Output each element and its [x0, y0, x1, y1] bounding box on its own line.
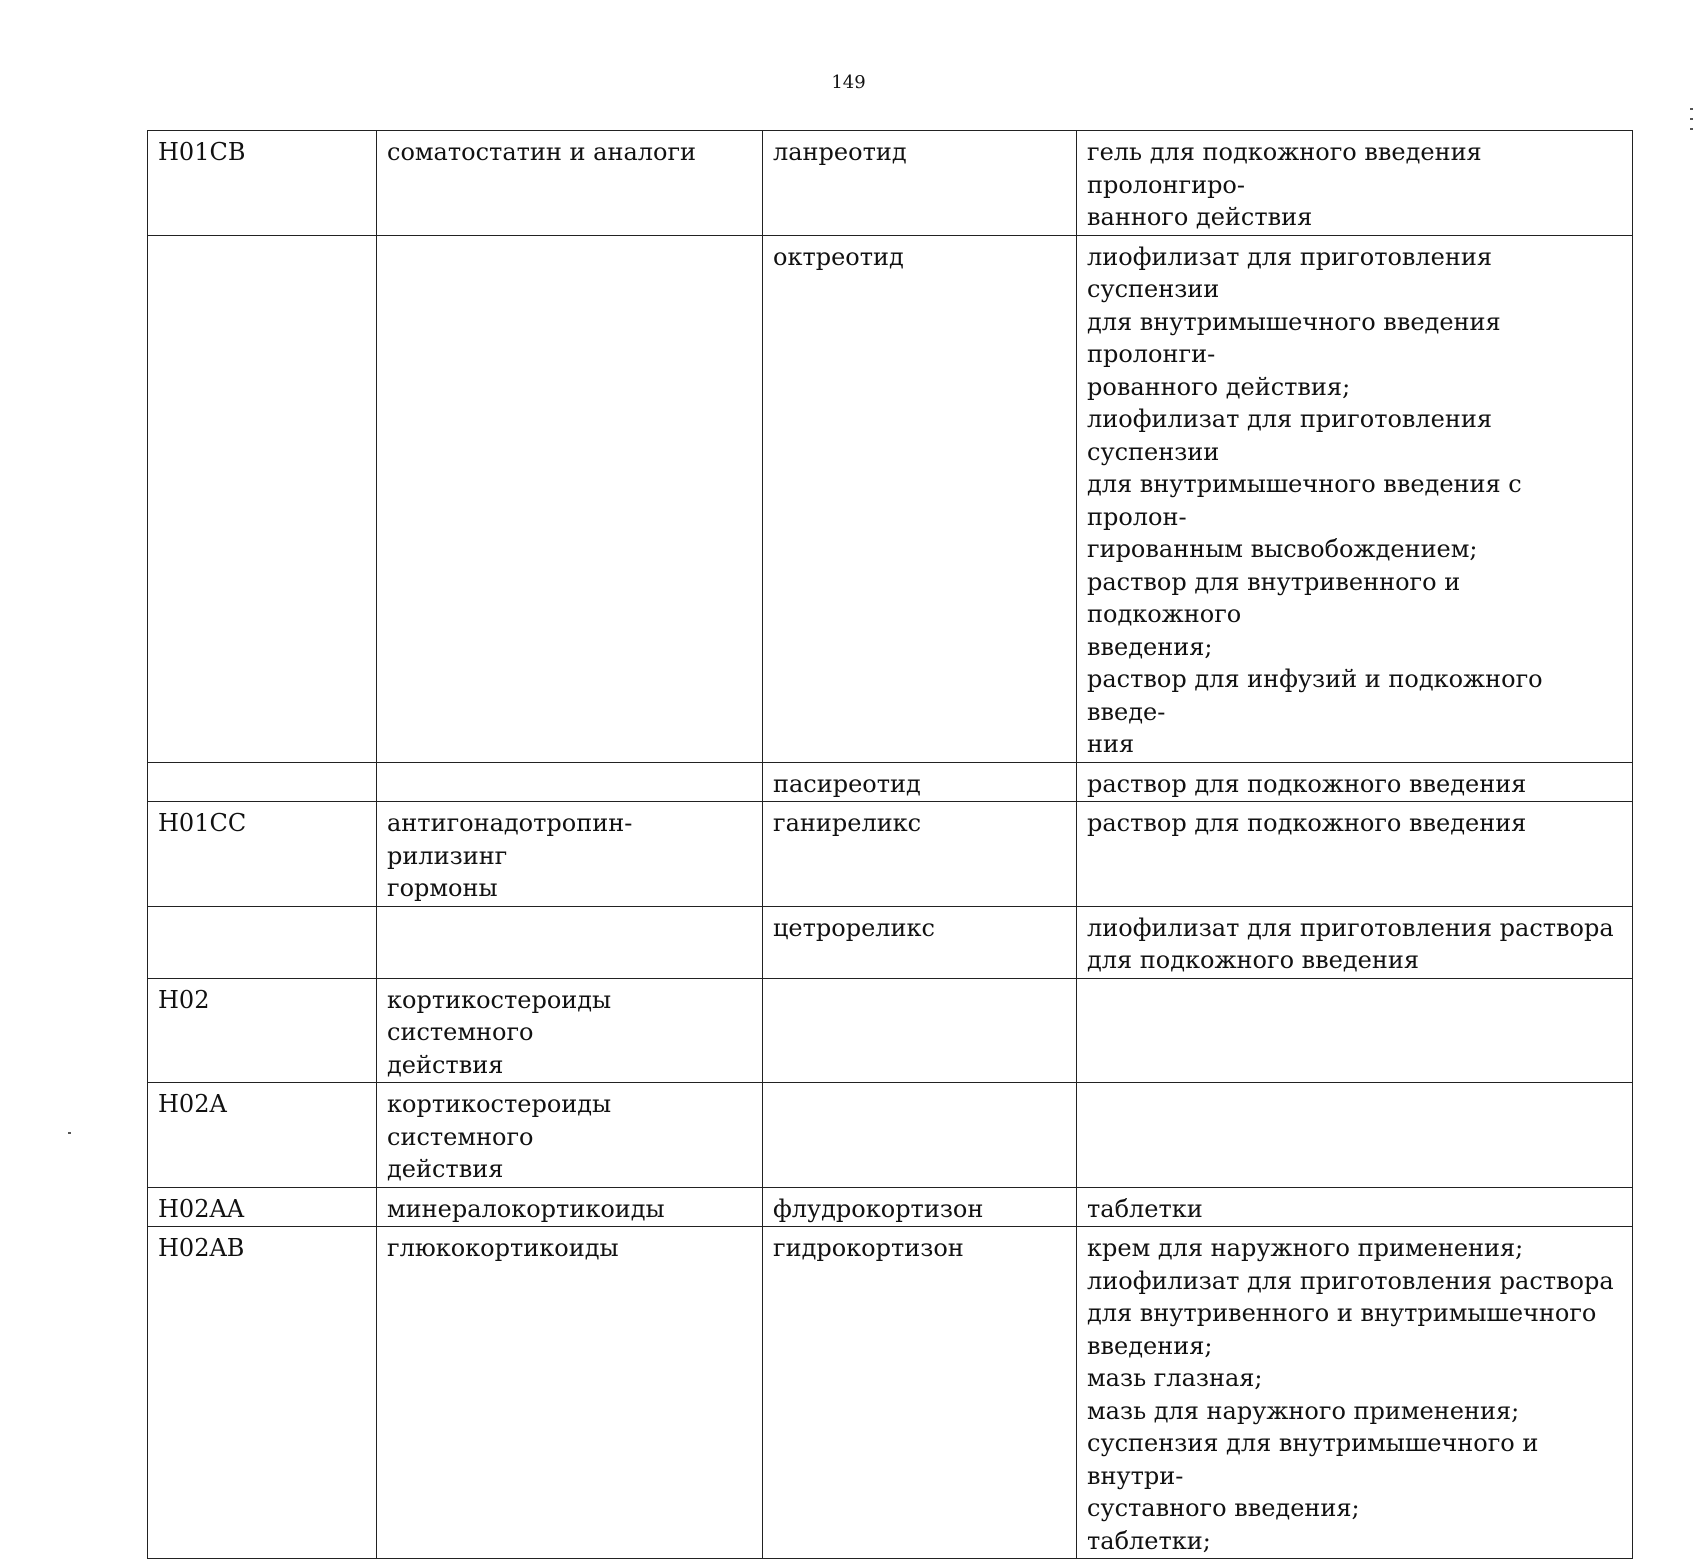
atc-code-cell: [148, 762, 377, 802]
atc-code-cell: H01CC: [148, 802, 377, 907]
table-row: [148, 762, 1633, 802]
drug-name-cell: [763, 1083, 1077, 1188]
table-row: [148, 1083, 1633, 1188]
group-cell: кортикостероиды системного действия: [377, 978, 763, 1083]
table-row: [148, 802, 1633, 907]
drug-name-cell: пасиреотид: [763, 762, 1077, 802]
page-number: 149: [831, 72, 866, 93]
drug-name-cell: флудрокортизон: [763, 1187, 1077, 1227]
table-row: [148, 1187, 1633, 1227]
drug-name-cell: ланреотид: [763, 131, 1077, 236]
dosage-forms-cell: лиофилизат для приготовления раствора для подкожного введения: [1077, 906, 1633, 978]
group-cell: минералокортикоиды: [377, 1187, 763, 1227]
scan-dot: [68, 1132, 71, 1134]
drug-name-cell: [763, 978, 1077, 1083]
atc-code-cell: [148, 235, 377, 762]
dosage-forms-cell: гель для подкожного введения пролонгиро- ванного действия: [1077, 131, 1633, 236]
drug-name-cell: октреотид: [763, 235, 1077, 762]
dosage-forms-cell: [1077, 1083, 1633, 1188]
scan-dot: [1690, 118, 1693, 120]
group-cell: соматостатин и аналоги: [377, 131, 763, 236]
table-row: [148, 235, 1633, 762]
drug-table: [147, 130, 1633, 1559]
drug-name-cell: гидрокортизон: [763, 1227, 1077, 1559]
dosage-forms-cell: раствор для подкожного введения: [1077, 802, 1633, 907]
atc-code-cell: H02AA: [148, 1187, 377, 1227]
dosage-forms-cell: таблетки: [1077, 1187, 1633, 1227]
dosage-forms-cell: [1077, 978, 1633, 1083]
scan-dot: [1690, 108, 1693, 110]
group-cell: глюкокортикоиды: [377, 1227, 763, 1559]
table-row: [148, 978, 1633, 1083]
table-row: [148, 131, 1633, 236]
dosage-forms-cell: крем для наружного применения; лиофилизат для приготовления раствора для внутривенного и внутримышечного введения; мазь глазная; мазь для наружного применения; суспензия для внутримышечного и внутри- суставного введения; таблетки;: [1077, 1227, 1633, 1559]
table-row: [148, 1227, 1633, 1559]
group-cell: кортикостероиды системного действия: [377, 1083, 763, 1188]
atc-code-cell: [148, 906, 377, 978]
group-cell: антигонадотропин-рилизинг гормоны: [377, 802, 763, 907]
atc-code-cell: H02A: [148, 1083, 377, 1188]
dosage-forms-cell: раствор для подкожного введения: [1077, 762, 1633, 802]
group-cell: [377, 235, 763, 762]
drug-name-cell: цетрореликс: [763, 906, 1077, 978]
dosage-forms-cell: лиофилизат для приготовления суспензии для внутримышечного введения пролонги- рованного действия; лиофилизат для приготовления суспензии для внутримышечного введения с пролон- гированным высвобождением; раствор для внутривенного и подкожного введения; раствор для инфузий и подкожного введе- ния: [1077, 235, 1633, 762]
drug-name-cell: ганиреликс: [763, 802, 1077, 907]
group-cell: [377, 762, 763, 802]
atc-code-cell: H02AB: [148, 1227, 377, 1559]
group-cell: [377, 906, 763, 978]
table-row: [148, 906, 1633, 978]
atc-code-cell: H02: [148, 978, 377, 1083]
scan-dot: [1690, 128, 1693, 130]
atc-code-cell: H01CB: [148, 131, 377, 236]
